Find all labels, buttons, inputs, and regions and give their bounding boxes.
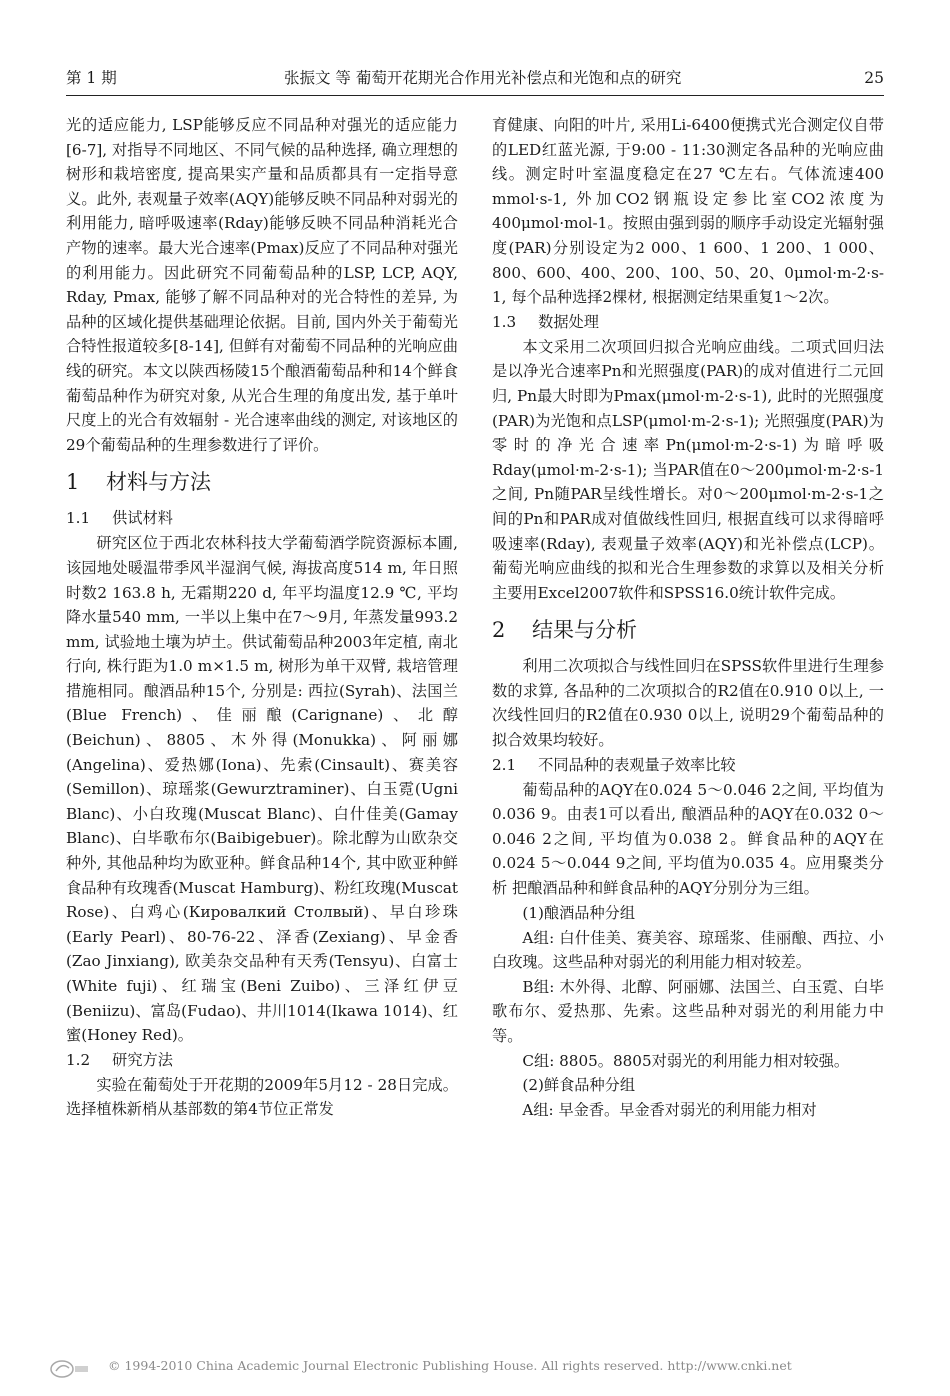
body-paragraph: A组: 早金香。早金香对弱光的利用能力相对 bbox=[522, 1101, 817, 1120]
right-column bbox=[492, 113, 884, 1343]
copyright-notice: © 1994-2010 China Academic Journal Electronic Publishing House. All rights reserved. http://www.cnki.net bbox=[108, 1358, 792, 1373]
section-heading bbox=[66, 465, 458, 499]
running-title: 张振文 等 葡萄开花期光合作用光补偿点和光饱和点的研究 bbox=[284, 69, 682, 87]
subsection-number: 1.2 bbox=[66, 1050, 91, 1069]
section-number: 1 bbox=[66, 470, 80, 495]
group-label: (1)酿酒品种分组 bbox=[522, 903, 636, 922]
subsection-number: 2.1 bbox=[492, 755, 517, 774]
section-title: 结果与分析 bbox=[532, 618, 637, 643]
body-paragraph: 研究区位于西北农林科技大学葡萄酒学院资源标本圃, 该园地处暖温带季风半湿润气候, 海拔高度514 m, 年日照时数2 163.8 h, 无霜期220 d, 年平均温度12.9 ℃, 平均降水量540 mm, 一半以上集中在7～9月, 年蒸发量993.2 mm, 试验地土壤为垆土。供试葡萄品种2003年定植, 南北行向, 株行距为1.0 m×1.5 m, 树形为单干双臂, 栽培管理措施相同。酿酒品种15个, 分别是: 西拉(Syrah)、法国兰(Blue French)、佳丽酿(Carignane)、北醇(Beichun)、8805、木外得(Monukka)、阿丽娜(Angelina)、爱热娜(Iona)、先索(Cinsault)、赛美容(Semillon)、琼瑶浆(Gewurztraminer)、白玉霓(Ugni Blanc)、小白玫瑰(Muscat Blanc)、白什佳美(Gamay Blanc)、白毕歌布尔(Baibigebuer)。除北醇为山欧杂交种外, 其他品种均为欧亚种。鲜食品种14个, 其中欧亚种鲜食品种有玫瑰香(Muscat Hamburg)、粉红玫瑰(Muscat Rose)、白鸡心(Кировалкий Столвый)、早白珍珠(Early Pearl)、80-76-22、泽香(Zexiang)、早金香(Zao Jinxiang), 欧美杂交品种有天秀(Tensyu)、白富士(White fuji)、红瑞宝(Beni Zuibo)、三泽红伊豆(Beniizu)、富岛(Fudao)、井川1014(Ikawa 1014)、红蜜(Honey Red)。 bbox=[66, 534, 458, 1045]
body-paragraph: 光的适应能力, LSP能够反应不同品种对强光的适应能力[6-7], 对指导不同地区、不同气候的品种选择, 确立理想的树形和栽培密度, 提高果实产量和品质都具有一定指导意义。此外, 表观量子效率(AQY)能够反映不同品种对弱光的利用能力, 暗呼吸速率(Rday)能够反映不同品种消耗光合产物的速率。最大光合速率(Pmax)反应了不同品种对强光的利用能力。因此研究不同葡萄品种的LSP, LCP, AQY, Rday, Pmax, 能够了解不同品种对的光合特性的差异, 为品种的区域化提供基础理论依据。目前, 国内外关于葡萄光合特性报道较多[8-14], 但鲜有对葡萄不同品种的光响应曲线的研究。本文以陕西杨陵15个酿酒葡萄品种和14个鲜食葡萄品种作为研究对象, 从光合生理的角度出发, 基于单叶尺度上的光合有效辐射 - 光合速率曲线的测定, 对该地区的29个葡萄品种的生理参数进行了评价。 bbox=[66, 116, 458, 454]
body-paragraph: 育健康、向阳的叶片, 采用Li-6400便携式光合测定仪自带的LED红蓝光源, 于9:00 - 11:30测定各品种的光响应曲线。测定时叶室温度稳定在27 ℃左右。气体流速400 mmol·s-1, 外加CO2钢瓶设定参比室CO2浓度为400μmol·mol-1。按照由强到弱的顺序手动设定光辐射强度(PAR)分别设定为2 000、1 600、1 200、1 000、800、600、400、200、100、50、20、0μmol·m-2·s-1, 每个品种选择2棵材, 根据测定结果重复1～2次。 bbox=[492, 116, 884, 307]
subsection-title: 不同品种的表观量子效率比较 bbox=[538, 755, 736, 774]
subsection-heading bbox=[492, 753, 884, 778]
running-header bbox=[66, 64, 884, 92]
subsection-title: 数据处理 bbox=[538, 312, 599, 331]
section-number: 2 bbox=[492, 618, 506, 643]
page-number: 25 bbox=[864, 69, 884, 87]
subsection-heading bbox=[66, 1048, 458, 1073]
subsection-number: 1.1 bbox=[66, 509, 91, 528]
group-label: (2)鲜食品种分组 bbox=[522, 1076, 636, 1095]
body-paragraph: A组: 白什佳美、赛美容、琼瑶浆、佳丽酿、西拉、小白玫瑰。这些品种对弱光的利用能力相对较差。 bbox=[492, 928, 884, 972]
body-paragraph: C组: 8805。8805对弱光的利用能力相对较强。 bbox=[522, 1051, 850, 1070]
subsection-title: 供试材料 bbox=[112, 509, 173, 528]
issue-number: 第 1 期 bbox=[66, 69, 117, 87]
body-paragraph: 实验在葡萄处于开花期的2009年5月12 - 28日完成。选择植株新梢从基部数的第4节位正常发 bbox=[66, 1075, 458, 1119]
page-footer bbox=[0, 1352, 950, 1380]
section-title: 材料与方法 bbox=[106, 470, 211, 495]
body-paragraph: B组: 木外得、北醇、阿丽娜、法国兰、白玉霓、白毕歌布尔、爱热那、先索。这些品种对弱光的利用能力中等。 bbox=[492, 977, 884, 1045]
subsection-heading bbox=[66, 506, 458, 531]
header-rule bbox=[66, 95, 884, 96]
subsection-title: 研究方法 bbox=[112, 1050, 173, 1069]
subsection-number: 1.3 bbox=[492, 312, 517, 331]
cnki-logo-icon bbox=[48, 1358, 90, 1380]
body-paragraph: 利用二次项拟合与线性回归在SPSS软件里进行生理参数的求算, 各品种的二次项拟合的R2值在0.910 0以上, 一次线性回归的R2值在0.930 0以上, 说明29个葡萄品种的拟合效果均较好。 bbox=[492, 657, 884, 750]
body-paragraph: 葡萄品种的AQY在0.024 5～0.046 2之间, 平均值为0.036 9。由表1可以看出, 酿酒品种的AQY在0.032 0～0.046 2之间, 平均值为0.038 2。鲜食品种的AQY在0.024 5～0.044 9之间, 平均值为0.035 4。应用聚类分析 把酿酒品种和鲜食品种的AQY分别分为三组。 bbox=[492, 780, 884, 898]
left-column bbox=[66, 113, 458, 1343]
section-heading bbox=[492, 613, 884, 647]
subsection-heading bbox=[492, 310, 884, 335]
body-paragraph: 本文采用二次项回归拟合光响应曲线。二项式回归法是以净光合速率Pn和光照强度(PAR)的成对值进行二元回归, Pn最大时即为Pmax(μmol·m-2·s-1), 此时的光照强度(PAR)为光饱和点LSP(μmol·m-2·s-1); 光照强度(PAR)为零时的净光合速率Pn(μmol·m-2·s-1)为暗呼吸Rday(μmol·m-2·s-1); 当PAR值在0～200μmol·m-2·s-1之间, Pn随PAR呈线性增长。对0～200μmol·m-2·s-1之间的Pn和PAR成对值做线性回归, 根据直线可以求得暗呼吸速率(Rday), 表观量子效率(AQY)和光补偿点(LCP)。葡萄光响应曲线的拟和光合生理参数的求算以及相关分析主要用Excel2007软件和SPSS16.0统计软件完成。 bbox=[492, 337, 884, 602]
